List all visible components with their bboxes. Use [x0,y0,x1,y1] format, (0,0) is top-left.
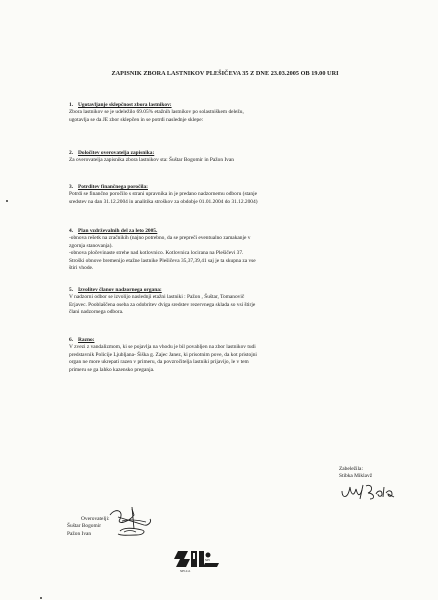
section-heading-text: Določitev overovatelja zapisnika: [78,150,155,156]
recorder-block [339,466,372,481]
section-number: 1. [69,102,74,108]
section-heading-text: Potrditev finančnega poročila: [78,184,148,190]
section-line: Za overovatelja zapisnika zbora lastnikov sta: Šuštar Bogomir in Pažon Ivan [69,157,234,164]
section-line: Stroški obnove bremenijo etažne lastnike Plešičeva 35,37,39,41 saj je ta skupna za vse [69,257,256,264]
section-line: primeru se ga lahko kazensko preganja. [69,366,155,373]
section-number: 2. [69,150,74,156]
section-line: Zbora lastnikov se je udeležilo 69.05% etažnih lastnikov po solastniškem deležu, [69,109,244,116]
section-6 [69,337,389,374]
section-number: 3. [69,184,74,190]
recorder-name: Stibka Miklavž [339,473,373,480]
section-line: zgornja stanovanja). [69,242,113,249]
scan-speck [6,200,8,202]
section-line: Potrdi se finančno poročilo s strani upravnika in je predano nadzornemu odboru (stanje [69,191,258,198]
section-5 [69,287,389,317]
section-line: sredstev na dan 31.12.2004 in analitika stroškov za obdobje 01.01.2004 do 31.12.2004) [69,198,258,205]
section-heading [69,102,389,109]
recorder-signature [338,481,404,503]
verifier-name-2: Pažon Ivan [67,530,92,537]
section-line: Erjavec. Pooblaščena oseba za odobritev dviga sredstev rezervnega sklada so vsi štirje [69,301,256,308]
section-3 [69,184,389,206]
recorder-title: Zabeležila: [339,466,363,472]
verifiers-title: Overovatelji: [81,516,110,522]
section-number: 4. [69,228,74,234]
section-heading [69,337,389,344]
section-heading-text: Plan vzdrževalnih del za leto 2005. [78,228,158,234]
section-heading-text: Ugotavljanje sklepčnost zbora lastnikov: [78,102,172,108]
section-line: ugotavlja se da JE zbor sklepčen in se potrdi naslednje sklepe: [69,116,204,123]
section-1 [69,102,389,124]
section-line: -obnova rešetk na zračnikih (najno potrebno, da se prepreči eventualno zamakanje v [69,235,251,242]
logo-text: SPI [205,558,210,562]
scan-speck [40,597,42,599]
verifier-signatures [104,503,156,541]
section-line: predstavnik Policije Ljubljana- Šiška g. Zajec Janez, ki prisotnim pove, da kot pristojni [69,351,257,358]
verifier-name-1: Šuštar Bogomir [67,523,101,530]
section-line: štiri vhode. [69,265,94,272]
section-number: 6. [69,337,74,343]
section-number: 5. [69,287,74,293]
section-line: -obnova pločevinaste strehe nad kotlovnico. Kotlovnica locirana na Plešičevi 37. [69,250,244,257]
company-logo [174,547,220,573]
document-title: ZAPISNIK ZBORA LASTNIKOV PLEŠIČEVA 35 Z DNE 23.03.2005 OB 19.00 URI [111,70,339,77]
section-4 [69,228,389,272]
section-line: V nadzorni odbor se izvolijo naslednji etažni lastniki : Pažon , Šuštar, Tomanovič [69,294,245,301]
logo-caption: SPI d.d. [180,569,191,573]
section-line: organ ne more ukrepati razen v primeru, da povzročitelja lastniki prijavijo, le v tem [69,359,249,366]
section-line: V zvezi z vandalizmom, ki se pojavlja na vhodu je bil povabljen na zbor lastnikov tudi [69,344,256,351]
section-heading-text: Razno: [78,337,95,343]
logo-mark [174,551,219,567]
section-line: člani nadzornega odbora. [69,309,124,316]
section-2 [69,150,389,165]
section-heading-text: Izvolitev članov nadzornega organa: [78,287,162,293]
